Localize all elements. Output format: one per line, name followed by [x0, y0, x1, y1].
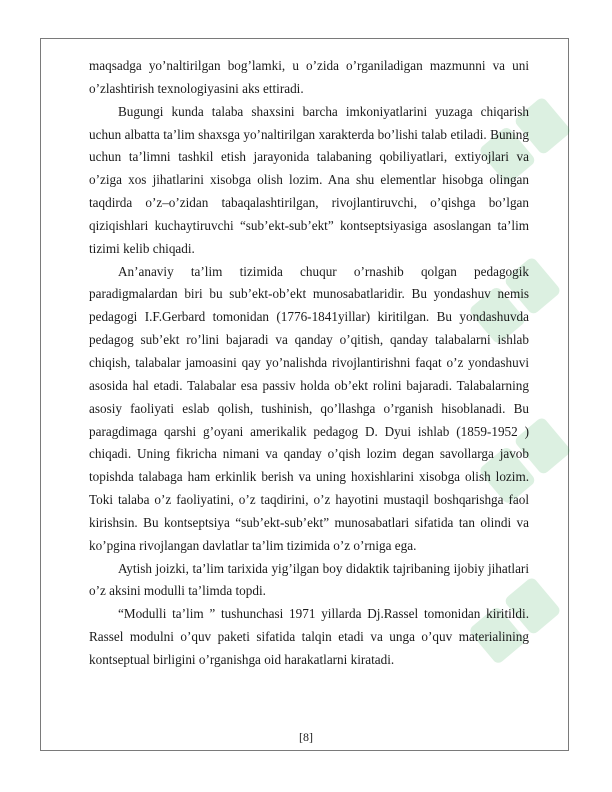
- paragraph: Bugungi kunda talaba shaxsini barcha imkoniyatlarini yuzaga chiqarish uchun albatta ta’lim shaxsga yo’naltirilgan xarakterda bo’lishi talab etiladi. Buning uchun ta’limni tashkil etish jarayonida talabaning qobiliyatlari, extiyojlari va o’ziga xos jihatlarini xisobga olish lozim. Ana shu elementlar hisobga olingan taqdirda o’z–o’zidan tabaqalashtirilgan, rivojlantiruvchi, o’qishga bo’lgan qiziqishlari kuchaytiruvchi “sub’ekt-sub’ekt” kontseptsiyasiga asoslangan ta’lim tizimi kelib chiqadi.: [89, 103, 529, 256]
- body-text: [89, 55, 529, 672]
- paragraph: “Modulli ta’lim ” tushunchasi 1971 yillarda Dj.Rassel tomonidan kiritildi. Rassel modulni o’quv paketi sifatida talqin etadi va unga o’quv materialining kontseptual birligini o’rganishga oid harakatlarni kiratadi.: [89, 606, 529, 667]
- paragraph: Aytish joizki, ta’lim tarixida yig’ilgan boy didaktik tajribaning ijobiy jihatlari o’z aksini modulli ta’limda topdi.: [89, 560, 529, 599]
- page-number: [8]: [299, 730, 313, 744]
- paragraph-continuation: maqsadga yo’naltirilgan bog’lamki, u o’zida o’rganiladigan mazmunni va uni o’zlashtirish texnologiyasini aks ettiradi.: [89, 58, 529, 96]
- paragraph: An’anaviy ta’lim tizimida chuqur o’rnashib qolgan pedagogik paradigmalardan biri bu sub’ekt-ob’ekt munosabatlaridir. Bu yondashuv nemis pedagogi I.F.Gerbard tomonidan (1776-1841yillar) kiritilgan. Bu yondashuvda pedagog sub’ekt ro’lini bajaradi va qanday o’qitish, qanday talabalarni ishlab chiqish, talabalar jamoasini qay yo’nalishda rivojlantirishni faqat o’z yondashuvi asosida hal etadi. Talabalar esa passiv holda ob’ekt rolini bajaradi. Talabalarning asosiy faoliyati eslab qolish, tushinish, qo’llashga o’rganish hisoblanadi. Bu paragdimaga qarshi g’oyani amerikalik pedagog D. Dyui ishlab (1859-1952 ) chiqadi. Uning fikricha nimani va qanday o’qish lozim degan savollarga javob topishda talabaga ham erkinlik berish va uning hoxishlarini xisobga olish lozim. Toki talaba o’z faoliyatini, o’z taqdirini, o’z hayotini mustaqil boshqarishga faol kirishsin. Bu kontseptsiya “sub’ekt-sub’ekt” munosabatlari sifatida tan olindi va ko’pgina rivojlangan davlatlar ta’lim tizimida o’z o’rniga ega.: [89, 263, 529, 553]
